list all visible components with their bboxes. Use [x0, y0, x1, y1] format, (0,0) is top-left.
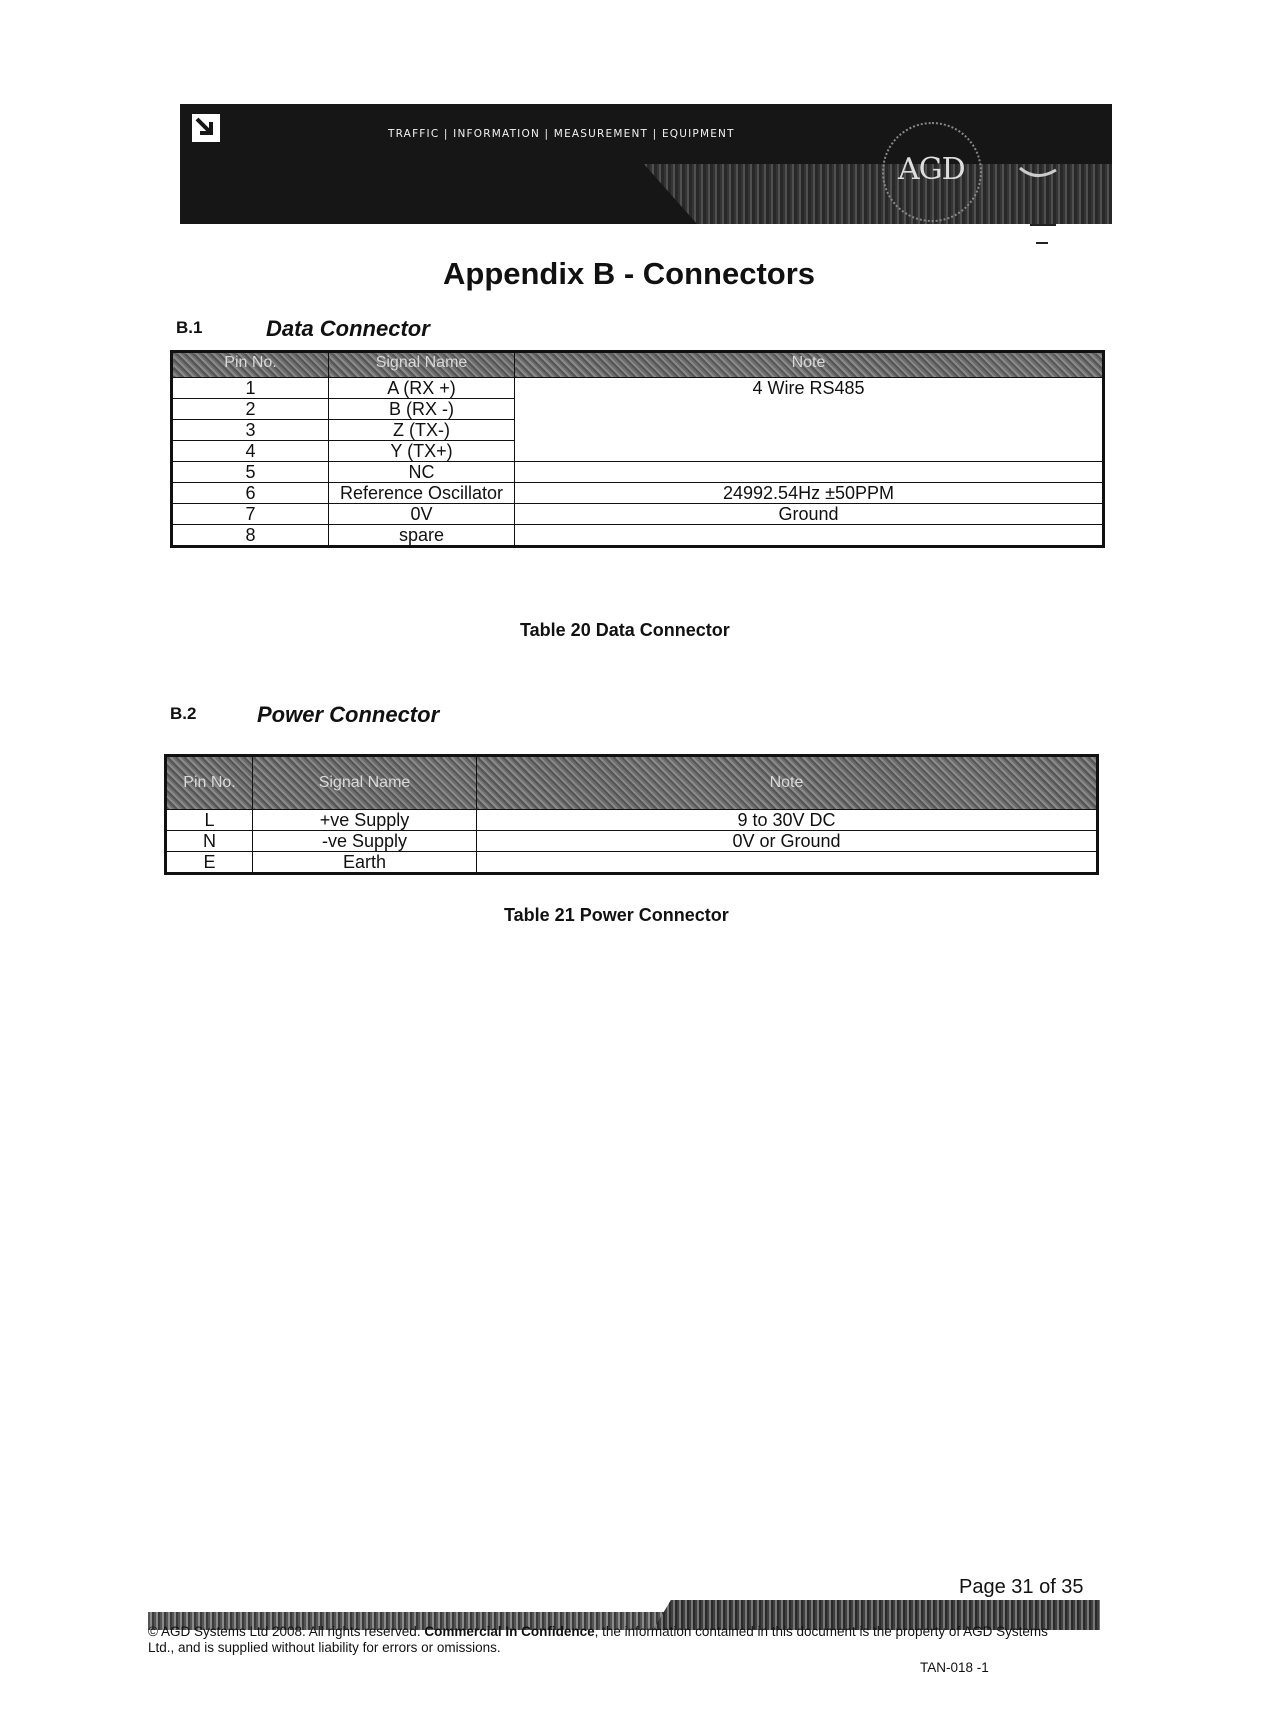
- brand-logo: AGD: [898, 152, 965, 187]
- signal-cell: +ve Supply: [253, 810, 477, 831]
- table-caption: Table 21 Power Connector: [504, 905, 729, 925]
- page-title: Appendix B - Connectors: [443, 256, 816, 291]
- header-banner: [180, 104, 1112, 224]
- signal-cell: 0V: [329, 504, 515, 525]
- note-cell: 24992.54Hz ±50PPM: [515, 483, 1103, 504]
- copyright-notice: [148, 1624, 1068, 1656]
- signal-cell: A (RX +): [329, 378, 515, 399]
- table-row: [173, 483, 1103, 504]
- section-title: Data Connector: [266, 316, 430, 341]
- signal-cell: Z (TX-): [329, 420, 515, 441]
- confidence-text: Commercial In Confidence: [424, 1624, 595, 1639]
- pin-cell: 7: [173, 504, 329, 525]
- signal-cell: NC: [329, 462, 515, 483]
- signal-cell: Y (TX+): [329, 441, 515, 462]
- column-header: Pin No.: [173, 353, 329, 378]
- signal-cell: spare: [329, 525, 515, 546]
- section-number: B.2: [170, 704, 197, 723]
- column-header: Pin No.: [167, 757, 253, 810]
- column-header: Signal Name: [329, 353, 515, 378]
- pin-cell: 2: [173, 399, 329, 420]
- swoosh-icon: [1018, 164, 1058, 184]
- page-number: Page 31 of 35: [959, 1576, 1084, 1598]
- note-cell: [477, 852, 1097, 873]
- table-row: [167, 831, 1097, 852]
- table-row: [167, 852, 1097, 873]
- table-header-row: [173, 353, 1103, 378]
- signal-cell: -ve Supply: [253, 831, 477, 852]
- arrow-logo-icon: [192, 114, 220, 142]
- note-cell: [515, 525, 1103, 546]
- table-row: [167, 810, 1097, 831]
- table-caption: Table 20 Data Connector: [520, 620, 730, 640]
- copyright-text: © AGD Systems Ltd 2008. All rights reserved.: [148, 1624, 425, 1639]
- table-row: [173, 462, 1103, 483]
- data-connector-table: [172, 352, 1103, 546]
- pin-cell: 8: [173, 525, 329, 546]
- table-row: [173, 504, 1103, 525]
- pin-cell: 1: [173, 378, 329, 399]
- pin-cell: N: [167, 831, 253, 852]
- note-cell: 9 to 30V DC: [477, 810, 1097, 831]
- pin-cell: L: [167, 810, 253, 831]
- pin-cell: E: [167, 852, 253, 873]
- pin-cell: 4: [173, 441, 329, 462]
- banner-mark: [1036, 242, 1048, 244]
- signal-cell: Earth: [253, 852, 477, 873]
- table-row: [173, 378, 1103, 399]
- table-row: [173, 525, 1103, 546]
- note-cell: 0V or Ground: [477, 831, 1097, 852]
- note-cell: [515, 462, 1103, 483]
- pin-cell: 3: [173, 420, 329, 441]
- banner-mark: [1030, 224, 1056, 226]
- column-header: Note: [477, 757, 1097, 810]
- banner-tagline: TRAFFIC | INFORMATION | MEASUREMENT | EQUIPMENT: [388, 128, 735, 140]
- pin-cell: 6: [173, 483, 329, 504]
- note-cell: 4 Wire RS485: [515, 378, 1103, 462]
- section-number: B.1: [176, 318, 203, 337]
- document-reference: TAN-018 -1: [920, 1660, 989, 1675]
- pin-cell: 5: [173, 462, 329, 483]
- signal-cell: B (RX -): [329, 399, 515, 420]
- note-cell: Ground: [515, 504, 1103, 525]
- column-header: Note: [515, 353, 1103, 378]
- power-connector-table: [166, 756, 1097, 873]
- table-header-row: [167, 757, 1097, 810]
- signal-cell: Reference Oscillator: [329, 483, 515, 504]
- copyright-text: , the information contained in this document is the property of AGD Systems Ltd., and is supplied without liability for errors or omissions.: [148, 1624, 1048, 1655]
- column-header: Signal Name: [253, 757, 477, 810]
- section-title: Power Connector: [257, 702, 440, 727]
